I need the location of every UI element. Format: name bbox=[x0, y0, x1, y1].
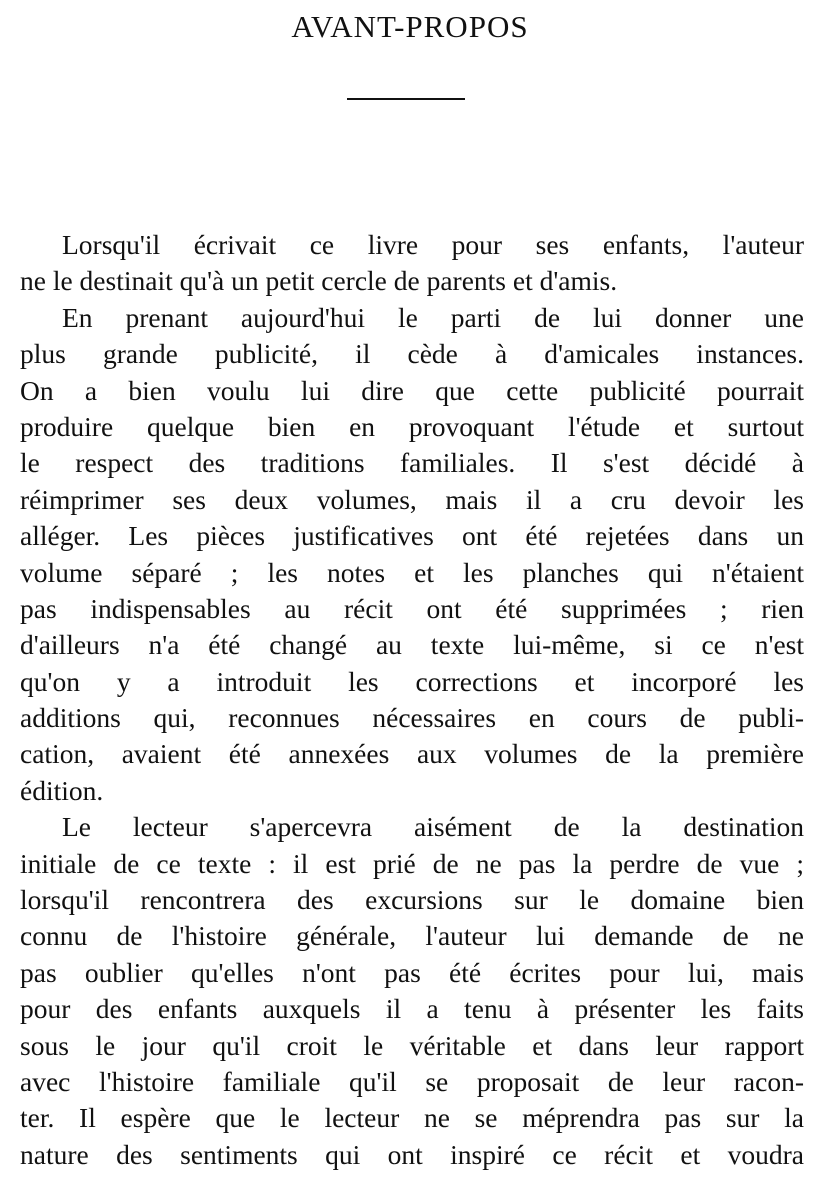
text-line: Le lecteur s'apercevra aisément de la destination bbox=[62, 811, 804, 843]
text-line: En prenant aujourd'hui le parti de lui donner une bbox=[62, 301, 804, 333]
text-line: connu de l'histoire générale, l'auteur lui demande de ne bbox=[20, 920, 804, 952]
text-line: alléger. Les pièces justificatives ont été rejetées dans un bbox=[20, 520, 804, 552]
text-line: le respect des traditions familiales. Il s'est décidé à bbox=[20, 447, 804, 479]
text-line: additions qui, reconnues nécessaires en cours de publi- bbox=[20, 702, 804, 734]
text-line: plus grande publicité, il cède à d'amicales instances. bbox=[20, 338, 804, 370]
text-line: produire quelque bien en provoquant l'étude et surtout bbox=[20, 410, 804, 442]
text-line: pour des enfants auxquels il a tenu à présenter les faits bbox=[20, 993, 804, 1025]
text-line: qu'on y a introduit les corrections et incorporé les bbox=[20, 665, 804, 697]
text-line: initiale de ce texte : il est prié de ne pas la perdre de vue ; bbox=[20, 847, 804, 879]
text-line: lorsqu'il rencontrera des excursions sur le domaine bien bbox=[20, 884, 804, 916]
text-line: réimprimer ses deux volumes, mais il a cru devoir les bbox=[20, 483, 804, 515]
text-line: édition. bbox=[20, 774, 104, 806]
text-line: cation, avaient été annexées aux volumes de la première bbox=[20, 738, 804, 770]
text-line: ter. Il espère que le lecteur ne se méprendra pas sur la bbox=[20, 1102, 804, 1134]
text-line: ne le destinait qu'à un petit cercle de parents et d'amis. bbox=[20, 265, 618, 297]
text-line: volume séparé ; les notes et les planches qui n'étaient bbox=[20, 556, 804, 588]
text-line: d'ailleurs n'a été changé au texte lui-même, si ce n'est bbox=[20, 629, 804, 661]
foreword-text bbox=[20, 227, 804, 1173]
text-line: avec l'histoire familiale qu'il se proposait de leur racon- bbox=[20, 1065, 804, 1097]
title-divider bbox=[347, 98, 465, 100]
text-line: On a bien voulu lui dire que cette publicité pourrait bbox=[20, 374, 804, 406]
text-line: pas indispensables au récit ont été supprimées ; rien bbox=[20, 592, 804, 624]
text-line: Lorsqu'il écrivait ce livre pour ses enfants, l'auteur bbox=[62, 229, 804, 260]
text-line: pas oublier qu'elles n'ont pas été écrites pour lui, mais bbox=[20, 956, 804, 988]
text-line: nature des sentiments qui ont inspiré ce récit et voudra bbox=[20, 1138, 804, 1170]
page-title: AVANT-PROPOS bbox=[291, 9, 529, 44]
text-line: sous le jour qu'il croit le véritable et dans leur rapport bbox=[20, 1029, 804, 1061]
